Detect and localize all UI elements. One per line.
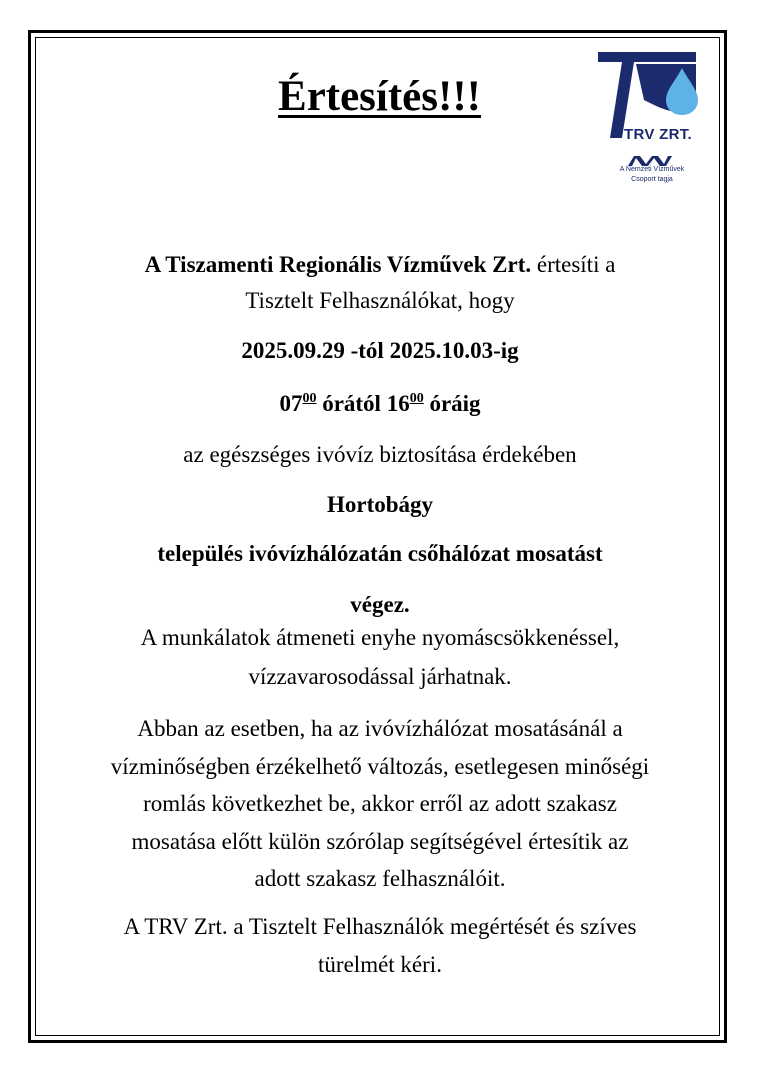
logo-subtitle-line2: Csoport tagja bbox=[631, 176, 673, 183]
date-range: 2025.09.29 -tól 2025.10.03-ig bbox=[241, 338, 519, 363]
notice-title: Értesítés!!! bbox=[278, 73, 481, 120]
company-name: A Tiszamenti Regionális Vízművek Zrt. bbox=[144, 252, 532, 277]
intro-rest: értesíti a bbox=[531, 252, 616, 277]
action-line2: végez. bbox=[350, 592, 410, 617]
action-line1: település ivóvízhálózatán csőhálózat mosatást bbox=[157, 541, 603, 566]
paragraph2-line3: romlás következhet be, akkor erről az adott szakasz bbox=[143, 791, 617, 816]
time-range bbox=[40, 391, 720, 417]
time-end: óráig bbox=[423, 391, 481, 416]
start-hour: 07 bbox=[279, 391, 303, 416]
logo-subtitle bbox=[600, 165, 704, 185]
location-name: Hortobágy bbox=[326, 492, 434, 517]
paragraph3-line1: A TRV Zrt. a Tisztelt Felhasználók megértését és szíves bbox=[123, 914, 637, 939]
logo-subtitle-line1: A Nemzeti Vízművek bbox=[619, 166, 685, 173]
paragraph2-line4: mosatása előtt külön szórólap segítségével értesítik az bbox=[131, 829, 629, 854]
start-minutes: 00 bbox=[302, 391, 317, 406]
intro-line2: Tisztelt Felhasználókat, hogy bbox=[245, 288, 515, 313]
trv-logo bbox=[596, 46, 706, 196]
purpose-line: az egészséges ivóvíz biztosítása érdekében bbox=[183, 442, 577, 467]
paragraph2-line2: vízminőségben érzékelhető változás, esetlegesen minőségi bbox=[110, 754, 650, 779]
paragraph1-line2: vízzavarosodással járhatnak. bbox=[248, 664, 512, 689]
paragraph3-line2: türelmét kéri. bbox=[318, 952, 442, 977]
time-mid: órától 16 bbox=[316, 391, 410, 416]
end-minutes: 00 bbox=[409, 391, 424, 406]
paragraph2-line5: adott szakasz felhasználóit. bbox=[254, 866, 506, 891]
paragraph1-line1: A munkálatok átmeneti enyhe nyomáscsökkenéssel, bbox=[140, 625, 620, 650]
paragraph2-line1: Abban az esetben, ha az ivóvízhálózat mosatásánál a bbox=[137, 716, 623, 741]
logo-name: TRV ZRT. bbox=[624, 126, 692, 143]
intro-line1 bbox=[40, 252, 720, 278]
